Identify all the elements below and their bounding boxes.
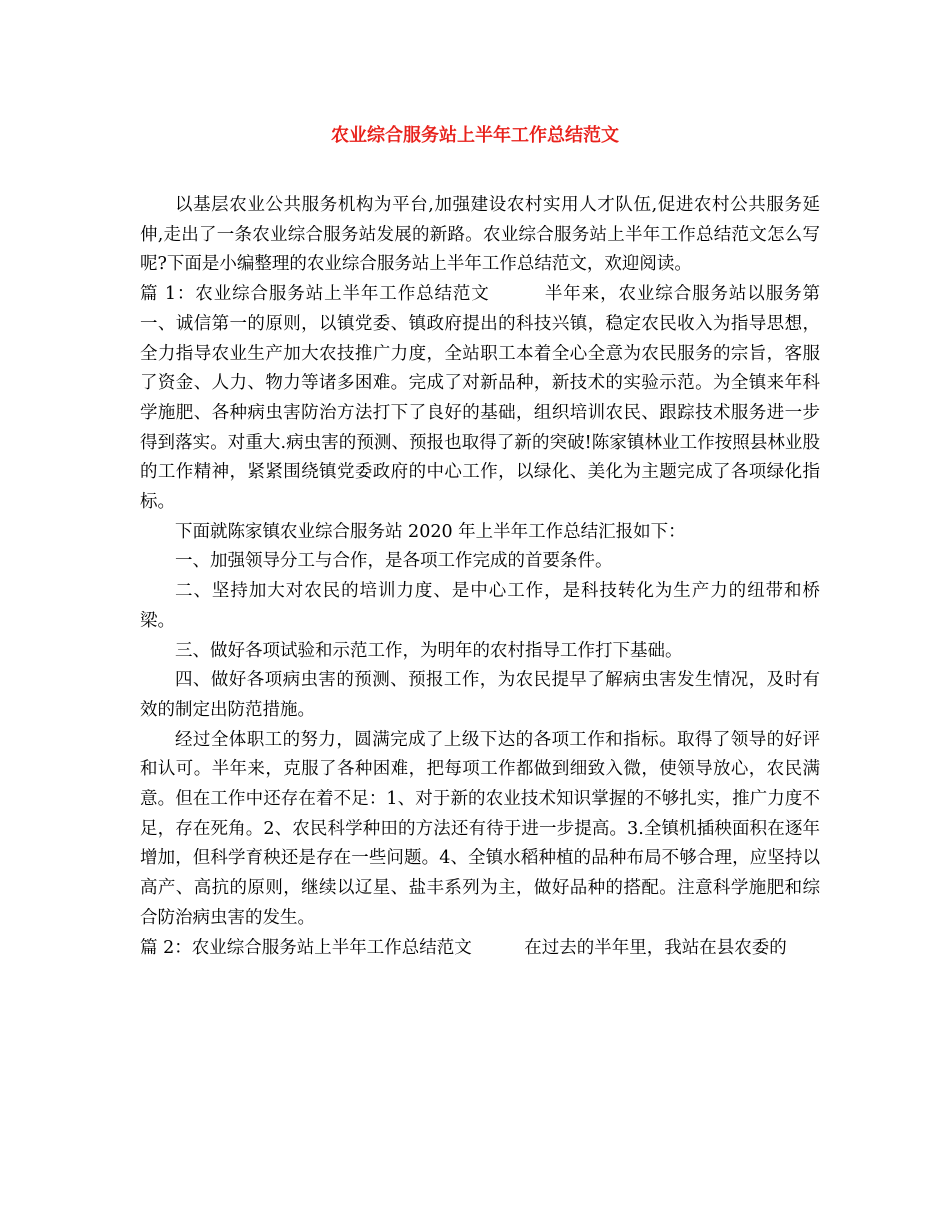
report-intro-paragraph: 下面就陈家镇农业综合服务站 2020 年上半年工作总结汇报如下： [175,521,686,542]
list-item-2: 二、坚持加大对农民的培训力度、是中心工作，是科技转化为生产力的纽带和桥梁。 [140,581,820,631]
document-title: 农业综合服务站上半年工作总结范文 [331,125,619,146]
article-1-paragraph: 篇 1：农业综合服务站上半年工作总结范文 半年来，农业综合服务站以服务第一、诚信第一的原则，以镇党委、镇政府提出的科技兴镇，稳定农民收入为指导思想，全力指导农业生产加大农技推广力度，全站职工本着全心全意为农民服务的宗旨，客服了资金、人力、物力等诸多困难。完成了对新品种，新技术的实验示范。为全镇来年科学施肥、各种病虫害防治方法打下了良好的基础，组织培训农民、跟踪技术服务进一步得到落实。对重大.病虫害的预测、预报也取得了新的突破!陈家镇林业工作按照县林业股的工作精神，紧紧围绕镇党委政府的中心工作，以绿化、美化为主题完成了各项绿化指标。 [140,284,820,513]
document-body [140,191,820,963]
list-item-1: 一、加强领导分工与合作，是各项工作完成的首要条件。 [175,551,613,572]
list-item-4: 四、做好各项病虫害的预测、预报工作，为农民提早了解病虫害发生情况，及时有效的制定出防范措施。 [140,670,820,720]
article-2-paragraph: 篇 2：农业综合服务站上半年工作总结范文 在过去的半年里，我站在县农委的 [140,937,787,958]
intro-paragraph: 以基层农业公共服务机构为平台,加强建设农村实用人才队伍,促进农村公共服务延伸,走出了一条农业综合服务站发展的新路。农业综合服务站上半年工作总结范文怎么写呢?下面是小编整理的农业综合服务站上半年工作总结范文，欢迎阅读。 [140,195,820,275]
list-item-3: 三、做好各项试验和示范工作，为明年的农村指导工作打下基础。 [175,640,683,661]
summary-paragraph: 经过全体职工的努力，圆满完成了上级下达的各项工作和指标。取得了领导的好评和认可。半年来，克服了各种困难，把每项工作都做到细致入微，使领导放心，农民满意。但在工作中还存在着不足：1、对于新的农业技术知识掌握的不够扎实，推广力度不足，存在死角。2、农民科学种田的方法还有待于进一步提高。3.全镇机插秧面积在逐年增加，但科学育秧还是存在一些问题。4、全镇水稻种植的品种布局不够合理，应坚持以高产、高抗的原则，继续以辽星、盐丰系列为主，做好品种的搭配。注意科学施肥和综合防治病虫害的发生。 [140,729,820,928]
